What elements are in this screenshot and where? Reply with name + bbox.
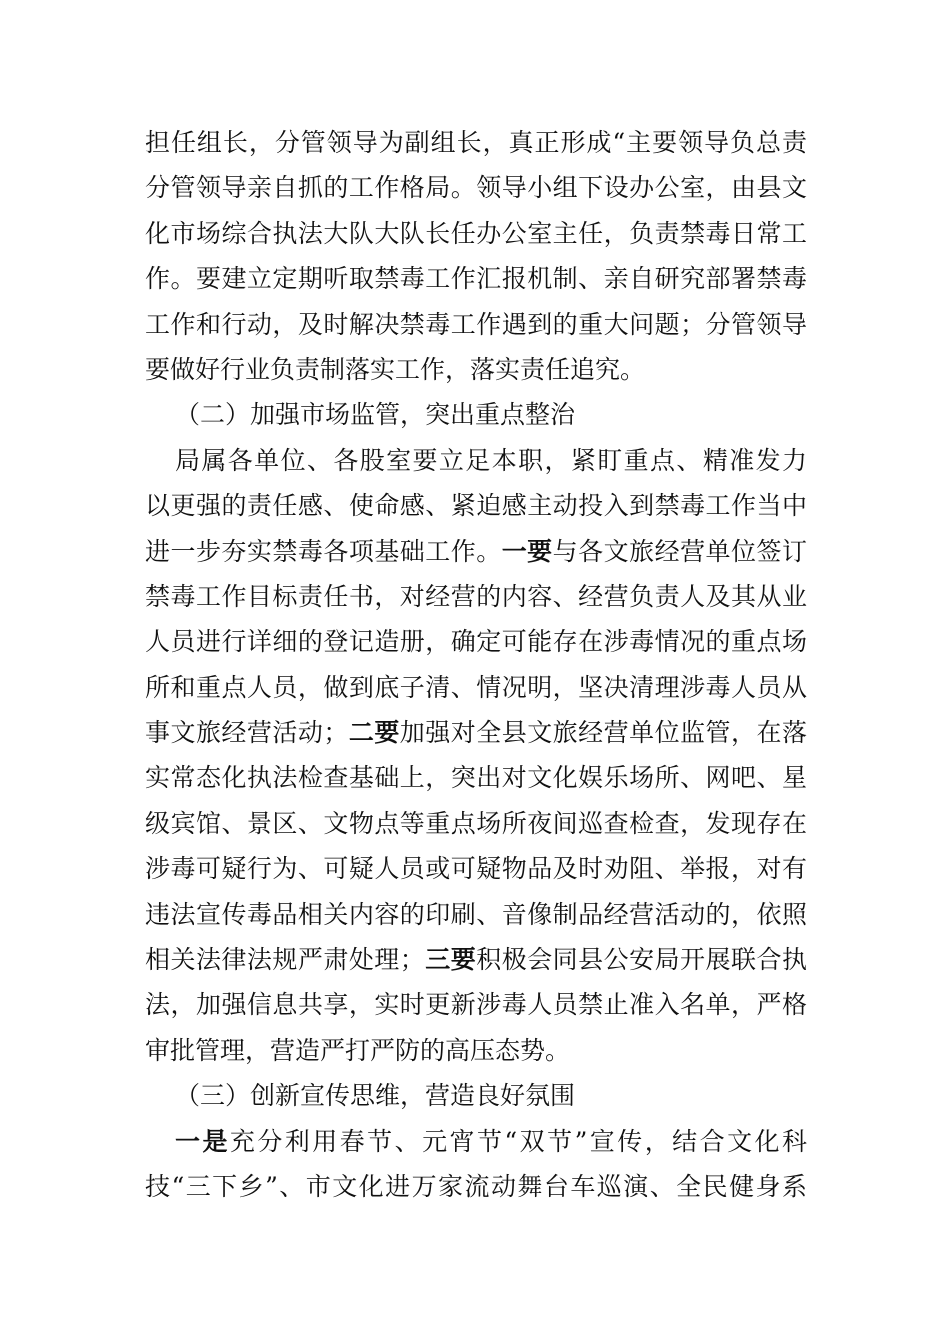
text-segment: 与各文旅经营单位签订 bbox=[552, 536, 807, 566]
text-segment: 积极会同县公安局开展联合执 bbox=[476, 945, 807, 975]
text-line bbox=[145, 442, 807, 487]
text-line bbox=[145, 578, 807, 623]
text-line bbox=[145, 805, 807, 850]
text-line bbox=[145, 533, 807, 578]
text-segment: 级宾馆、景区、文物点等重点场所夜间巡查检查，发现存在 bbox=[145, 808, 807, 838]
text-segment: 人员进行详细的登记造册，确定可能存在涉毒情况的重点场 bbox=[145, 627, 807, 657]
text-line bbox=[145, 351, 807, 396]
text-line bbox=[145, 260, 807, 305]
text-segment: 实常态化执法检查基础上，突出对文化娱乐场所、网吧、星 bbox=[145, 763, 807, 793]
text-segment: 审批管理，营造严打严防的高压态势。 bbox=[145, 1035, 571, 1065]
text-segment: 加强对全县文旅经营单位监管，在落 bbox=[399, 718, 807, 748]
text-line bbox=[145, 941, 807, 986]
text-segment: 违法宣传毒品相关内容的印刷、音像制品经营活动的，依照 bbox=[145, 899, 807, 929]
text-segment: 进一步夯实禁毒各项基础工作。 bbox=[145, 536, 502, 566]
text-line bbox=[145, 896, 807, 941]
text-line bbox=[145, 986, 807, 1031]
bold-keyword: 一要 bbox=[501, 536, 553, 566]
text-segment: 化市场综合执法大队大队长任办公室主任，负责禁毒日常工 bbox=[145, 218, 807, 248]
text-segment: 禁毒工作目标责任书，对经营的内容、经营负责人及其从业 bbox=[145, 581, 807, 611]
text-line bbox=[145, 669, 807, 714]
text-segment: 事文旅经营活动； bbox=[145, 718, 349, 748]
text-segment: 相关法律法规严肃处理； bbox=[145, 945, 425, 975]
bold-keyword: 三要 bbox=[424, 945, 477, 975]
text-segment: 充分利用春节、元宵节“双节”宣传，结合文化科 bbox=[229, 1126, 807, 1156]
text-segment: 担任组长，分管领导为副组长，真正形成“主要领导负总责 bbox=[145, 128, 807, 157]
text-line bbox=[145, 1168, 807, 1213]
text-line bbox=[145, 1123, 807, 1168]
text-line bbox=[145, 169, 807, 214]
text-line bbox=[145, 215, 807, 260]
section-heading bbox=[145, 1077, 807, 1122]
text-line bbox=[145, 850, 807, 895]
text-segment: 作。要建立定期听取禁毒工作汇报机制、亲自研究部署禁毒 bbox=[145, 264, 807, 294]
text-segment: （二）加强市场监管，突出重点整治 bbox=[175, 400, 576, 430]
text-segment: 分管领导亲自抓的工作格局。领导小组下设办公室，由县文 bbox=[145, 173, 807, 203]
text-line bbox=[145, 124, 807, 169]
text-line bbox=[145, 1032, 807, 1077]
bold-keyword: 一是 bbox=[175, 1126, 230, 1156]
text-segment: 技“三下乡”、市文化进万家流动舞台车巡演、全民健身系 bbox=[145, 1171, 807, 1201]
text-segment: 所和重点人员，做到底子清、情况明，坚决清理涉毒人员从 bbox=[145, 672, 807, 702]
text-segment: 以更强的责任感、使命感、紧迫感主动投入到禁毒工作当中 bbox=[145, 491, 807, 521]
text-line bbox=[145, 714, 807, 759]
text-segment: 法，加强信息共享，实时更新涉毒人员禁止准入名单，严格 bbox=[145, 990, 807, 1020]
text-segment: 要做好行业负责制落实工作，落实责任追究。 bbox=[145, 354, 646, 384]
text-line bbox=[145, 487, 807, 532]
document-body bbox=[145, 124, 807, 1213]
text-line bbox=[145, 759, 807, 804]
text-line bbox=[145, 623, 807, 668]
section-heading bbox=[145, 396, 807, 441]
text-segment: 局属各单位、各股室要立足本职，紧盯重点、精准发力 bbox=[175, 445, 807, 475]
text-line bbox=[145, 306, 807, 351]
text-segment: 工作和行动，及时解决禁毒工作遇到的重大问题；分管领导 bbox=[145, 309, 807, 339]
bold-keyword: 二要 bbox=[348, 718, 400, 748]
text-segment: （三）创新宣传思维，营造良好氛围 bbox=[175, 1081, 576, 1111]
text-segment: 涉毒可疑行为、可疑人员或可疑物品及时劝阻、举报，对有 bbox=[145, 854, 807, 884]
